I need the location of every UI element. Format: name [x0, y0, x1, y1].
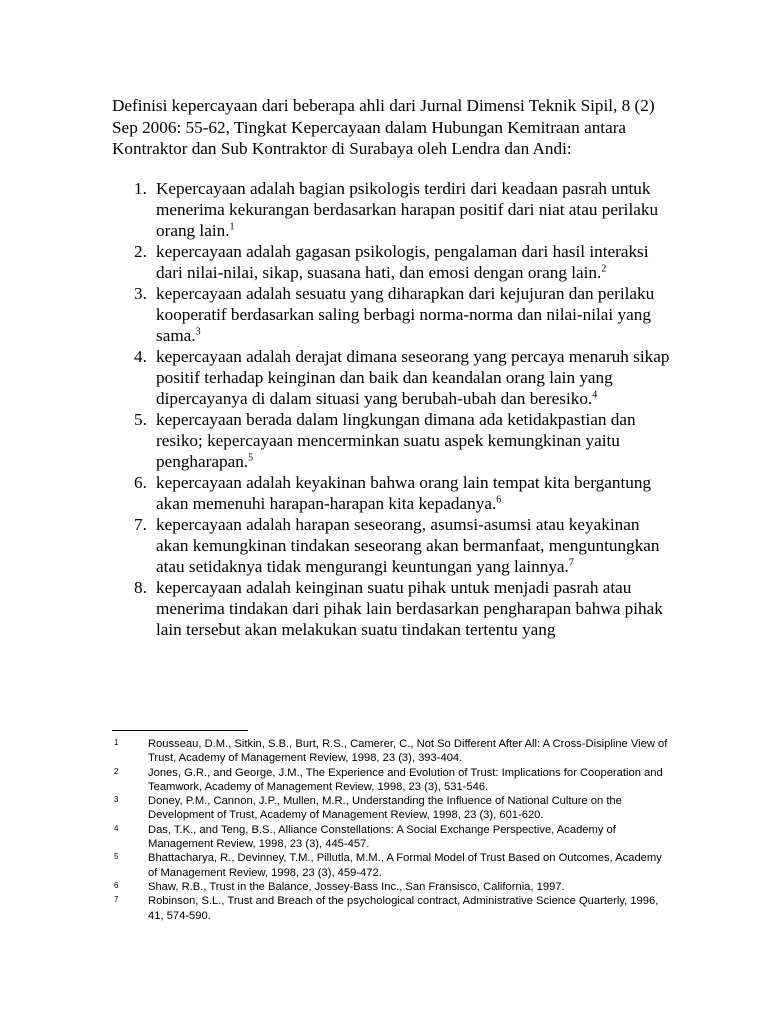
footnote-ref: 2 [601, 263, 607, 275]
item-number: 5. [134, 410, 147, 429]
list-item [112, 283, 672, 346]
footnote-list [112, 737, 672, 923]
list-item [112, 241, 672, 283]
item-text: kepercayaan adalah harapan seseorang, asumsi-asumsi atau keyakinan akan kemungkinan tindakan seseorang akan bermanfaat, menguntungkan atau setidaknya tidak mengurangi keuntungan yang lainnya. [156, 515, 660, 576]
footnote-text: Shaw, R.B., Trust in the Balance, Jossey-Bass Inc., San Fransisco, California, 1997. [148, 880, 565, 893]
footnote-mark: 4 [114, 823, 119, 833]
item-text: kepercayaan adalah gagasan psikologis, pengalaman dari hasil interaksi dari nilai-nilai, sikap, suasana hati, dan emosi dengan orang lain. [156, 242, 649, 282]
footnote [112, 894, 672, 923]
footnote-separator [112, 730, 248, 731]
list-item [112, 409, 672, 472]
item-number: 1. [134, 179, 147, 198]
list-item [112, 178, 672, 241]
footnote [112, 794, 672, 823]
footnote-text: Jones, G.R., and George, J.M., The Experience and Evolution of Trust: Implications for Cooperation and Teamwork, Academy of Management Review, 1998, 23 (3), 531-546. [148, 766, 663, 793]
footnote [112, 737, 672, 766]
definition-list [112, 178, 672, 640]
footnote-mark: 3 [114, 795, 119, 805]
footnote-mark: 1 [114, 738, 119, 747]
item-number: 3. [134, 284, 147, 303]
item-text: kepercayaan adalah derajat dimana seseorang yang percaya menaruh sikap positif terhadap keinginan dan baik dan keandalan orang lain yang dipercayanya di dalam situasi yang berubah-ubah dan beresiko. [156, 347, 670, 408]
footnote-ref: 6 [496, 494, 502, 506]
footnote-ref: 5 [248, 452, 254, 464]
item-text: kepercayaan adalah keinginan suatu pihak untuk menjadi pasrah atau menerima tindakan dari pihak lain berdasarkan pengharapan bahwa pihak lain tersebut akan melakukan suatu tindakan tertentu yang [156, 578, 663, 639]
item-number: 7. [134, 515, 147, 534]
footnote-mark: 6 [114, 880, 119, 890]
footnote-text: Bhattacharya, R., Devinney, T.M., Pillutla, M.M., A Formal Model of Trust Based on Outcomes, Academy of Management Review, 1998, 23 (3), 459-472. [148, 852, 662, 879]
item-number: 4. [134, 347, 147, 366]
footnote-text: Doney, P.M., Cannon, J.P., Mullen, M.R., Understanding the Influence of National Culture on the Development of Trust, Academy of Management Review, 1998, 23 (3), 601-620. [148, 795, 622, 822]
footnote-ref: 1 [229, 221, 235, 233]
list-item [112, 514, 672, 577]
item-text: kepercayaan berada dalam lingkungan dimana ada ketidakpastian dan resiko; kepercayaan mencerminkan suatu aspek kemungkinan yaitu pengharapan. [156, 410, 636, 471]
footnote-ref: 4 [592, 389, 598, 401]
footnote [112, 851, 672, 880]
footnote-text: Robinson, S.L., Trust and Breach of the psychological contract, Administrative Science Quarterly, 1996, 41, 574-590. [148, 895, 659, 922]
footnote-text: Das, T.K., and Teng, B.S., Alliance Constellations: A Social Exchange Perspective, Academy of Management Review, 1998, 23 (3), 445-457. [148, 823, 616, 851]
item-text: Kepercayaan adalah bagian psikologis terdiri dari keadaan pasrah untuk menerima kekurangan berdasarkan harapan positif dari niat atau perilaku orang lain. [156, 179, 659, 240]
item-number: 8. [134, 578, 147, 597]
footnote [112, 823, 672, 852]
footnote-mark: 5 [114, 852, 119, 862]
item-text: kepercayaan adalah sesuatu yang diharapkan dari kejujuran dan perilaku kooperatif berdasarkan saling berbagi norma-norma dan nilai-nilai yang sama. [156, 284, 655, 345]
list-item [112, 472, 672, 514]
footnote-ref: 3 [195, 326, 201, 338]
item-number: 6. [134, 473, 147, 492]
footnote [112, 766, 672, 795]
intro-paragraph: Definisi kepercayaan dari beberapa ahli dari Jurnal Dimensi Teknik Sipil, 8 (2) Sep 2006: 55-62, Tingkat Kepercayaan dalam Hubungan Kemitraan antara Kontraktor dan Sub Kontraktor di Surabaya oleh Lendra dan Andi: [112, 96, 655, 158]
footnote-mark: 7 [114, 895, 119, 905]
list-item [112, 577, 672, 640]
footnote-text: Rousseau, D.M., Sitkin, S.B., Burt, R.S., Camerer, C., Not So Different After All: A Cross-Disipline View of Trust, Academy of Management Review, 1998, 23 (3), 393-404. [148, 738, 668, 765]
footnote [112, 880, 672, 894]
footnote-mark: 2 [114, 766, 119, 776]
footnote-ref: 7 [568, 557, 574, 569]
item-text: kepercayaan adalah keyakinan bahwa orang lain tempat kita bergantung akan memenuhi harapan-harapan kita kepadanya. [156, 473, 652, 513]
item-number: 2. [134, 242, 147, 261]
list-item [112, 346, 672, 409]
